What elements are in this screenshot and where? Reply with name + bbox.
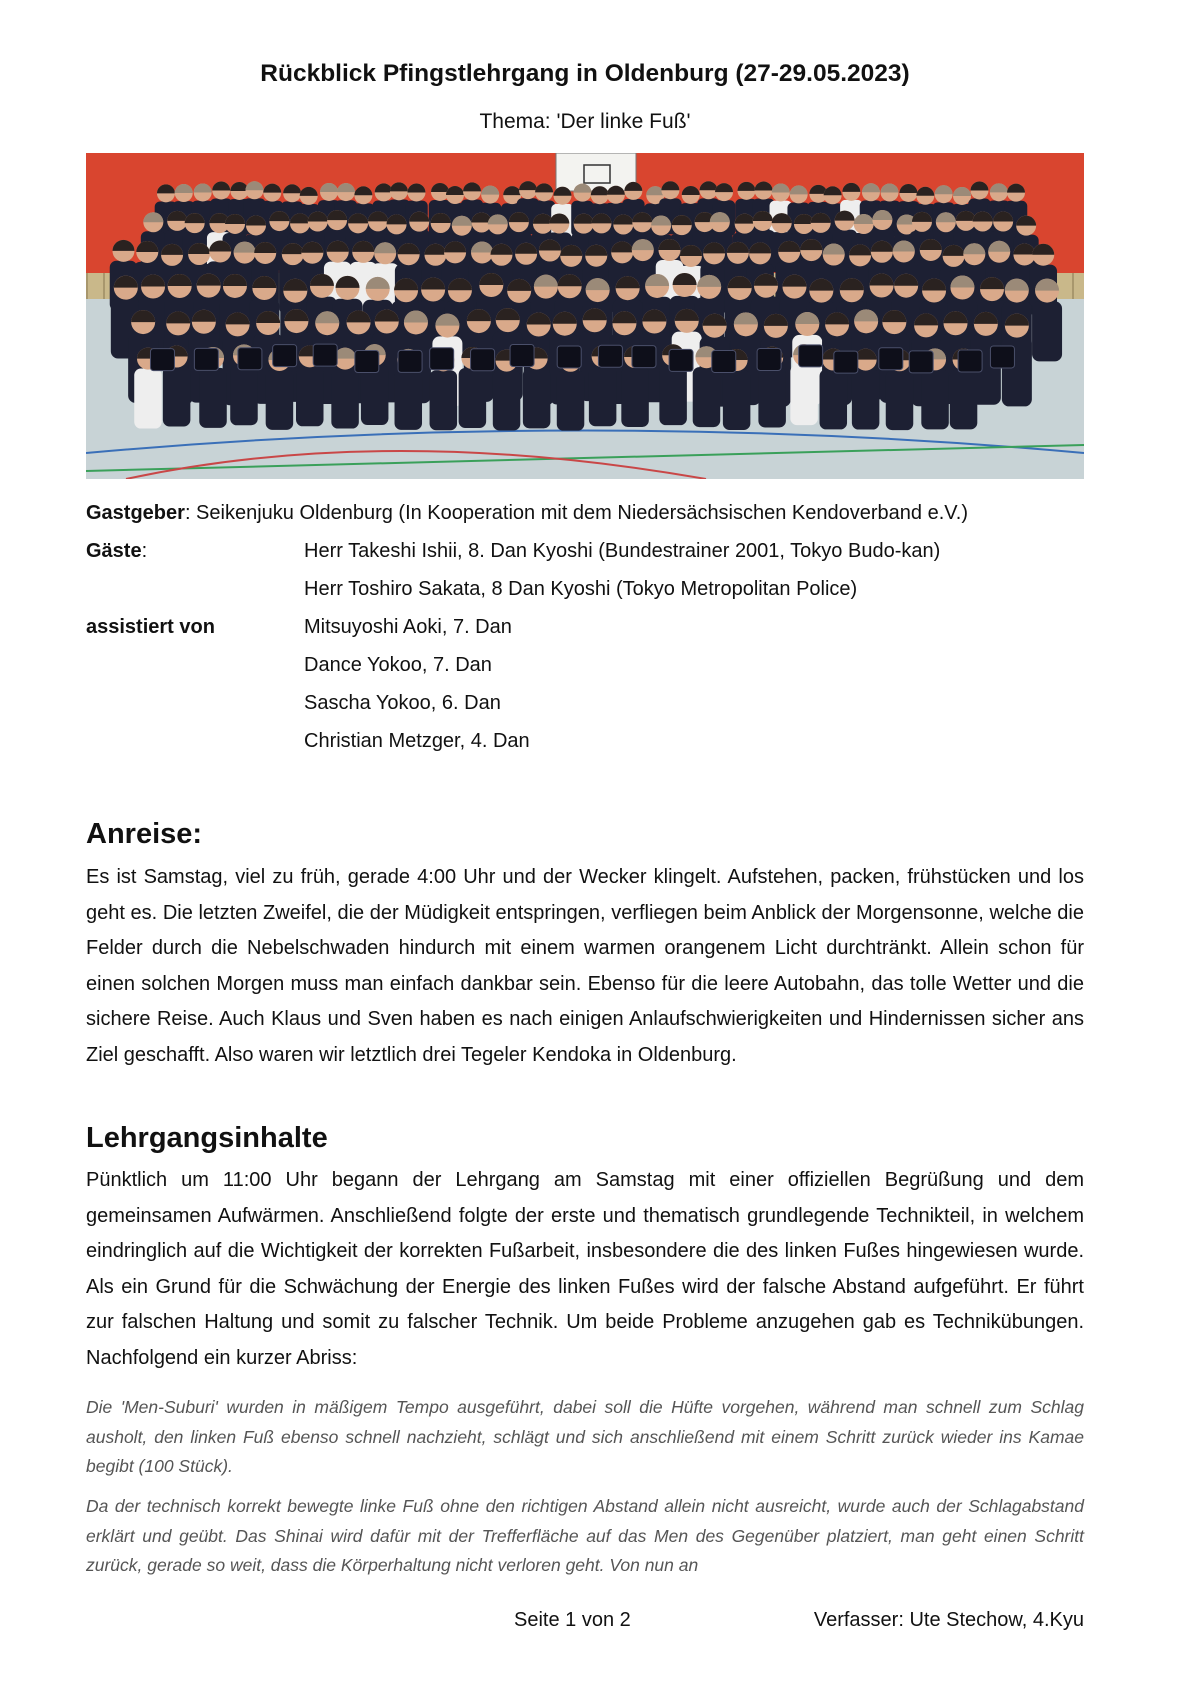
person-body xyxy=(886,370,914,430)
person-body xyxy=(163,366,191,426)
person-body xyxy=(230,365,257,425)
assistant-item: Christian Metzger, 4. Dan xyxy=(304,730,530,752)
guests-row-1: Gäste: Herr Takeshi Ishii, 8. Dan Kyoshi (Bundestrainer 2001, Tokyo Budo-kan) xyxy=(86,540,1084,578)
guest-item: Herr Takeshi Ishii, 8. Dan Kyoshi (Bundestrainer 2001, Tokyo Budo-kan) xyxy=(304,540,941,562)
bogu-do xyxy=(834,351,858,373)
host-value: : Seikenjuku Oldenburg (In Kooperation mit dem Niedersächsischen Kendoverband e.V.) xyxy=(184,502,968,524)
page-number: Seite 1 von 2 xyxy=(514,1609,631,1631)
document-title: Rückblick Pfingstlehrgang in Oldenburg (27-29.05.2023) xyxy=(260,60,910,87)
assistants-row-3 xyxy=(86,692,1084,730)
bogu-do xyxy=(510,345,534,367)
bogu-do xyxy=(398,350,422,372)
bogu-do xyxy=(355,351,379,373)
assistant-item: Sascha Yokoo, 6. Dan xyxy=(304,692,501,714)
person-body xyxy=(361,365,389,425)
person-body xyxy=(723,370,751,430)
author-credit: Verfasser: Ute Stechow, 4.Kyu xyxy=(813,1609,1084,1631)
guest-item: Herr Toshiro Sakata, 8 Dan Kyoshi (Tokyo Metropolitan Police) xyxy=(304,578,858,600)
bogu-do xyxy=(598,345,622,367)
bogu-do xyxy=(879,348,903,370)
person-body xyxy=(430,370,458,430)
person-body xyxy=(659,365,687,425)
group-photo-svg xyxy=(86,153,1084,479)
bogu-do xyxy=(471,349,495,371)
group-photo-image xyxy=(86,153,1084,479)
bogu-do xyxy=(712,350,736,372)
person-body xyxy=(950,369,978,429)
wood-slat xyxy=(86,273,88,299)
bogu-do xyxy=(313,344,337,366)
bogu-do xyxy=(238,348,262,370)
bogu-do xyxy=(990,346,1014,368)
bogu-do xyxy=(958,350,982,372)
bogu-do xyxy=(194,348,218,370)
person-body xyxy=(1032,301,1062,361)
assistants-label: assistiert von xyxy=(86,616,215,638)
person-body xyxy=(852,370,880,430)
person-body xyxy=(493,370,521,430)
bogu-do xyxy=(273,345,297,367)
paragraph-lehrgangsinhalte: Pünktlich um 11:00 Uhr begann der Lehrgang am Samstag mit einer offiziellen Begrüßung und dem gemeinsamen Aufwärmen. Anschließend folgte der erste und thematisch grundlegende Technikteil, in welchem eindringlich auf die Wichtigkeit der korrekten Fußarbeit, insbesondere die des linken Fußes hingewiesen wurde. Als ein Grund für die Schwächung der Energie des linken Fußes wird der falsche Abstand aufgeführt. Er führt zur falschen Haltung und somit zu falscher Technik. Um beide Probleme anzugehen gab es Technikübungen. Nachfolgend ein kurzer Abriss: xyxy=(86,1169,1084,1369)
section-heading-anreise: Anreise: xyxy=(86,818,203,850)
person-body xyxy=(266,370,294,430)
bogu-do xyxy=(757,348,781,370)
person-body xyxy=(459,368,487,428)
guests-label: Gäste xyxy=(86,540,142,562)
bogu-do xyxy=(909,351,933,373)
bogu-do xyxy=(430,348,454,370)
person-body xyxy=(820,369,848,429)
person-body xyxy=(331,369,359,429)
bogu-do xyxy=(557,346,581,368)
person-body xyxy=(199,368,227,428)
assistants-row-4 xyxy=(86,730,1084,768)
section-heading-lehrgangsinhalte: Lehrgangsinhalte xyxy=(86,1122,328,1154)
person-body xyxy=(758,367,786,427)
guests-row-2 xyxy=(86,578,1084,616)
document-page xyxy=(86,0,1084,1683)
wood-slat xyxy=(1072,273,1074,299)
event-info xyxy=(86,502,1084,768)
person-body xyxy=(296,366,324,426)
bogu-do xyxy=(669,349,693,371)
person-body xyxy=(621,367,649,427)
wood-slat xyxy=(103,273,105,299)
assistant-item: Mitsuyoshi Aoki, 7. Dan xyxy=(304,616,512,638)
person-body xyxy=(921,369,949,429)
bogu-do xyxy=(799,345,823,367)
host-line xyxy=(86,502,1084,540)
person-body xyxy=(557,371,585,431)
assistants-row-1 xyxy=(86,616,1084,654)
bogu-do xyxy=(632,346,656,368)
exercise-note: Die 'Men-Suburi' wurden in mäßigem Tempo ausgeführt, dabei soll die Hüfte vorgehen, während man schnell zum Schlag ausholt, den linken Fuß ebenso schnell nachzieht, schlägt und sich anschließend mit einem Schritt zurück wieder ins Kamae begibt (100 Stück). xyxy=(86,1397,1084,1476)
person-body xyxy=(693,367,721,427)
document-subtitle: Thema: 'Der linke Fuß' xyxy=(479,110,691,133)
bogu-do xyxy=(150,349,174,371)
host-label: Gastgeber xyxy=(86,502,185,524)
person-body xyxy=(134,369,162,429)
person-body xyxy=(790,365,818,425)
basketball-board xyxy=(556,153,636,191)
person-body xyxy=(589,366,617,426)
assistants-row-2 xyxy=(86,654,1084,692)
person-body xyxy=(523,368,551,428)
paragraph-anreise: Es ist Samstag, viel zu früh, gerade 4:00 Uhr und der Wecker klingelt. Aufstehen, packen, frühstücken und los geht es. Die letzten Zweifel, die der Müdigkeit entspringen, verfliegen beim Anblick der Morgensonne, welche die Felder durch die Nebelschwaden hindurch mit einem warmen orangenem Licht durchtränkt. Allein schon für einen solchen Morgen muss man einfach dankbar sein. Ebenso für die leere Autobahn, das tolle Wetter und die sichere Reise. Auch Klaus und Sven haben es nach einigen Anlaufschwierigkeiten und Hindernissen sicher ans Ziel geschafft. Also waren wir letztlich drei Tegeler Kendoka in Oldenburg. xyxy=(86,866,1084,1066)
person-body xyxy=(395,370,423,430)
exercise-note: Da der technisch korrekt bewegte linke Fuß ohne den richtigen Abstand allein nicht ausreicht, wurde auch der Schlagabstand erklärt und geübt. Das Shinai wird dafür mit der Trefferfläche auf das Men des Gegenüber platziert, man geht einen Schritt zurück, gerade so weit, dass die Körperhaltung nicht verloren geht. Von nun an xyxy=(86,1496,1084,1575)
assistant-item: Dance Yokoo, 7. Dan xyxy=(304,654,492,676)
